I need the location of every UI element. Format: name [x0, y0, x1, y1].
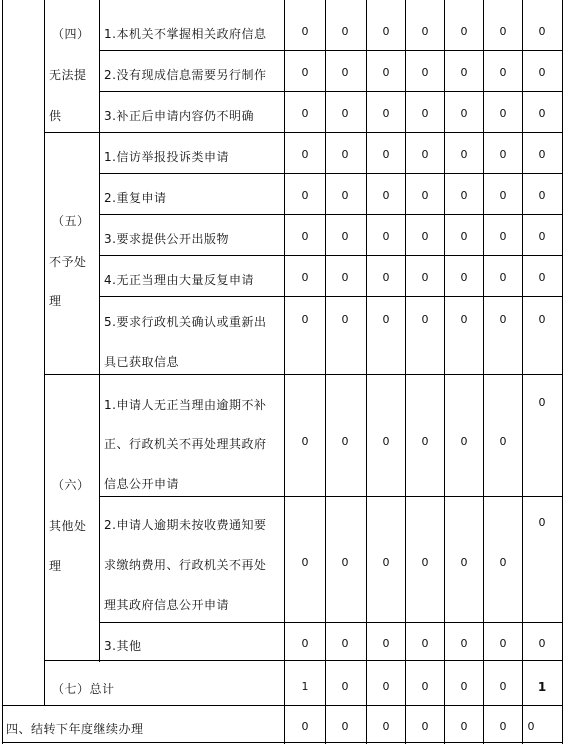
value-cell: 0 — [499, 556, 507, 569]
section-four-label-line-1: （四） — [52, 27, 90, 41]
value-cell: 0 — [460, 313, 468, 326]
value-cell: 0 — [460, 556, 468, 569]
total-value-cell: 0 — [341, 680, 349, 693]
value-cell: 0 — [341, 66, 349, 79]
value-cell: 0 — [301, 556, 309, 569]
value-cell: 0 — [341, 25, 349, 38]
value-cell: 0 — [341, 148, 349, 161]
row-text: 5.要求行政机关确认或重新出 — [104, 315, 267, 329]
row-text: 3.其他 — [104, 639, 142, 653]
table-right-border — [562, 0, 563, 744]
value-cell: 0 — [301, 25, 309, 38]
row-text: 1.本机关不掌握相关政府信息 — [104, 27, 267, 41]
value-cell: 0 — [538, 637, 546, 650]
value-cell: 0 — [538, 396, 546, 409]
value-col-border-1 — [284, 0, 285, 744]
value-cell: 0 — [499, 107, 507, 120]
value-cell: 0 — [421, 66, 429, 79]
value-cell: 0 — [460, 66, 468, 79]
carry-over-value-cell: 0 — [460, 720, 468, 733]
carry-over-label: 四、结转下年度继续办理 — [6, 722, 144, 736]
value-cell: 0 — [341, 107, 349, 120]
value-cell: 0 — [499, 66, 507, 79]
row-text: 3.补正后申请内容仍不明确 — [104, 109, 254, 123]
value-cell: 0 — [382, 271, 390, 284]
value-cell: 0 — [301, 230, 309, 243]
value-cell: 0 — [538, 230, 546, 243]
value-cell: 0 — [382, 148, 390, 161]
value-cell: 0 — [301, 148, 309, 161]
carry-over-value-cell: 0 — [421, 720, 429, 733]
value-cell: 0 — [421, 637, 429, 650]
row-text: 1.信访举报投诉类申请 — [104, 150, 229, 164]
total-value-cell: 0 — [382, 680, 390, 693]
row-text: 1.申请人无正当理由逾期不补 — [104, 398, 267, 412]
section-divider — [44, 132, 562, 133]
section-five-label-line-1: （五） — [52, 214, 90, 228]
value-cell: 0 — [421, 435, 429, 448]
value-cell: 0 — [538, 148, 546, 161]
value-cell: 0 — [460, 107, 468, 120]
value-cell: 0 — [382, 637, 390, 650]
row-text: 2.没有现成信息需要另行制作 — [104, 68, 267, 82]
row-text: 4.无正当理由大量反复申请 — [104, 273, 254, 287]
value-cell: 0 — [460, 25, 468, 38]
value-cell: 0 — [382, 189, 390, 202]
section-six-label-line-1: （六） — [52, 478, 90, 492]
carry-over-value-cell: 0 — [527, 720, 535, 733]
section-divider — [2, 705, 562, 706]
row-text: 正、行政机关不再处理其政府 — [104, 437, 267, 451]
label-col-border — [44, 0, 45, 705]
carry-over-value-cell: 0 — [382, 720, 390, 733]
section-divider — [44, 660, 562, 661]
section-four-label-line-2: 无法提 — [49, 68, 87, 82]
value-cell: 0 — [538, 107, 546, 120]
value-col-border-3 — [366, 0, 367, 744]
value-cell: 0 — [341, 556, 349, 569]
value-cell: 0 — [460, 189, 468, 202]
row-divider — [99, 622, 562, 623]
section-four-label-line-3: 供 — [49, 109, 62, 123]
text-col-border — [99, 0, 100, 662]
value-col-border-7 — [522, 0, 523, 744]
value-cell: 0 — [341, 313, 349, 326]
total-value-cell: 1 — [301, 680, 309, 693]
carry-over-value-cell: 0 — [301, 720, 309, 733]
value-cell: 0 — [538, 313, 546, 326]
value-cell: 0 — [538, 516, 546, 529]
row-divider — [99, 496, 562, 497]
value-cell: 0 — [341, 230, 349, 243]
value-cell: 0 — [382, 107, 390, 120]
value-cell: 0 — [499, 313, 507, 326]
total-label: （七）总计 — [52, 682, 115, 696]
section-five-label-line-2: 不予处 — [49, 255, 87, 269]
table-left-border — [2, 0, 3, 744]
value-cell: 0 — [341, 637, 349, 650]
value-cell: 0 — [341, 435, 349, 448]
value-cell: 0 — [421, 107, 429, 120]
value-col-border-6 — [483, 0, 484, 744]
value-cell: 0 — [499, 435, 507, 448]
total-value-cell: 0 — [499, 680, 507, 693]
total-value-cell: 0 — [421, 680, 429, 693]
total-value-cell: 0 — [460, 680, 468, 693]
value-cell: 0 — [341, 271, 349, 284]
value-cell: 0 — [460, 637, 468, 650]
value-cell: 0 — [301, 271, 309, 284]
value-cell: 0 — [421, 230, 429, 243]
value-cell: 0 — [421, 25, 429, 38]
value-cell: 0 — [382, 25, 390, 38]
value-cell: 0 — [499, 230, 507, 243]
value-col-border-2 — [325, 0, 326, 744]
value-cell: 0 — [460, 435, 468, 448]
row-text: 2.重复申请 — [104, 191, 167, 205]
row-divider — [99, 214, 562, 215]
value-cell: 0 — [301, 66, 309, 79]
value-cell: 0 — [301, 107, 309, 120]
total-value-cell: 1 — [537, 680, 547, 694]
value-cell: 0 — [341, 189, 349, 202]
row-divider — [99, 91, 562, 92]
value-cell: 0 — [499, 189, 507, 202]
value-cell: 0 — [499, 271, 507, 284]
row-text: 3.要求提供公开出版物 — [104, 232, 229, 246]
table-bottom-border — [2, 742, 562, 743]
section-divider — [44, 374, 562, 375]
section-six-label-line-3: 理 — [49, 559, 62, 573]
row-divider — [99, 173, 562, 174]
row-text: 信息公开申请 — [104, 477, 180, 491]
value-cell: 0 — [538, 189, 546, 202]
value-col-border-4 — [405, 0, 406, 744]
value-cell: 0 — [382, 230, 390, 243]
row-text: 求缴纳费用、行政机关不再处 — [104, 558, 267, 572]
value-cell: 0 — [301, 313, 309, 326]
value-cell: 0 — [301, 189, 309, 202]
value-cell: 0 — [538, 66, 546, 79]
value-cell: 0 — [382, 66, 390, 79]
value-cell: 0 — [301, 637, 309, 650]
value-cell: 0 — [421, 189, 429, 202]
value-cell: 0 — [499, 148, 507, 161]
carry-over-value-cell: 0 — [499, 720, 507, 733]
value-cell: 0 — [538, 271, 546, 284]
value-cell: 0 — [382, 313, 390, 326]
value-cell: 0 — [499, 637, 507, 650]
value-col-border-5 — [444, 0, 445, 744]
row-divider — [99, 296, 562, 297]
value-cell: 0 — [382, 435, 390, 448]
carry-over-value-cell: 0 — [341, 720, 349, 733]
value-cell: 0 — [421, 271, 429, 284]
section-five-label-line-3: 理 — [49, 294, 62, 308]
value-cell: 0 — [421, 313, 429, 326]
section-six-label-line-2: 其他处 — [49, 519, 87, 533]
row-text: 2.申请人逾期未按收费通知要 — [104, 518, 267, 532]
value-cell: 0 — [301, 435, 309, 448]
value-cell: 0 — [421, 556, 429, 569]
row-divider — [99, 50, 562, 51]
value-cell: 0 — [421, 148, 429, 161]
value-cell: 0 — [460, 271, 468, 284]
value-cell: 0 — [382, 556, 390, 569]
row-text: 具已获取信息 — [104, 355, 180, 369]
value-cell: 0 — [499, 25, 507, 38]
value-cell: 0 — [460, 230, 468, 243]
value-cell: 0 — [460, 148, 468, 161]
row-text: 理其政府信息公开申请 — [104, 598, 230, 612]
value-cell: 0 — [538, 25, 546, 38]
row-divider — [99, 255, 562, 256]
